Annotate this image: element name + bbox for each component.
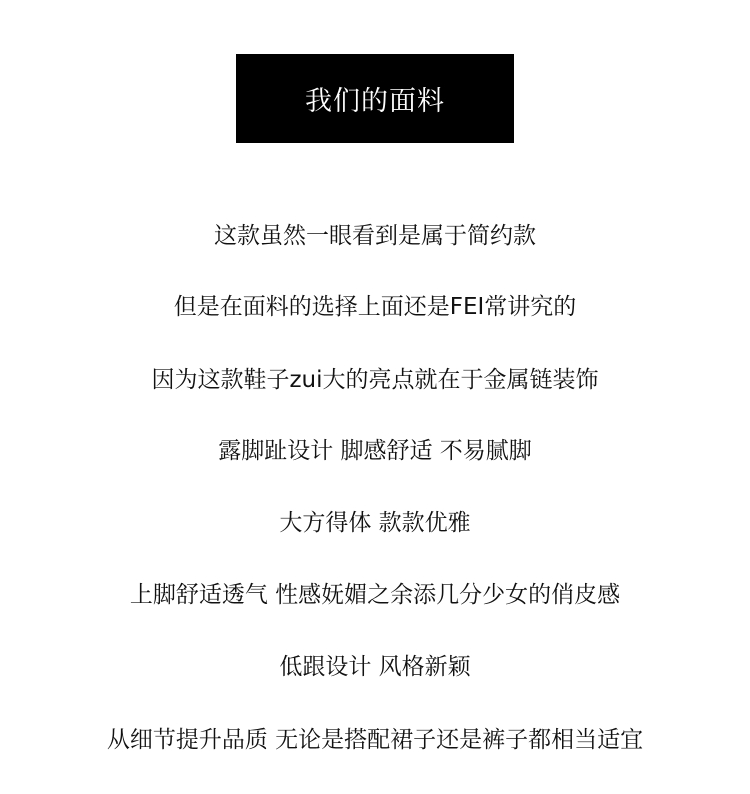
description-line-5: 大方得体 款款优雅 (279, 510, 471, 536)
page-title: 我们的面料 (305, 86, 445, 117)
description-line-7: 低跟设计 风格新颖 (279, 654, 471, 680)
title-banner (236, 54, 514, 143)
description-line-6: 上脚舒适透气 性感妩媚之余添几分少女的俏皮感 (129, 582, 621, 608)
description-line-1: 这款虽然一眼看到是属于简约款 (214, 223, 536, 249)
description-line-2: 但是在面料的选择上面还是FEI常讲究的 (173, 294, 577, 320)
description-line-8: 从细节提升品质 无论是搭配裙子还是裤子都相当适宜 (106, 727, 644, 753)
description-line-4: 露脚趾设计 脚感舒适 不易腻脚 (218, 438, 532, 464)
description-line-3: 因为这款鞋子zui大的亮点就在于金属链装饰 (151, 367, 599, 393)
